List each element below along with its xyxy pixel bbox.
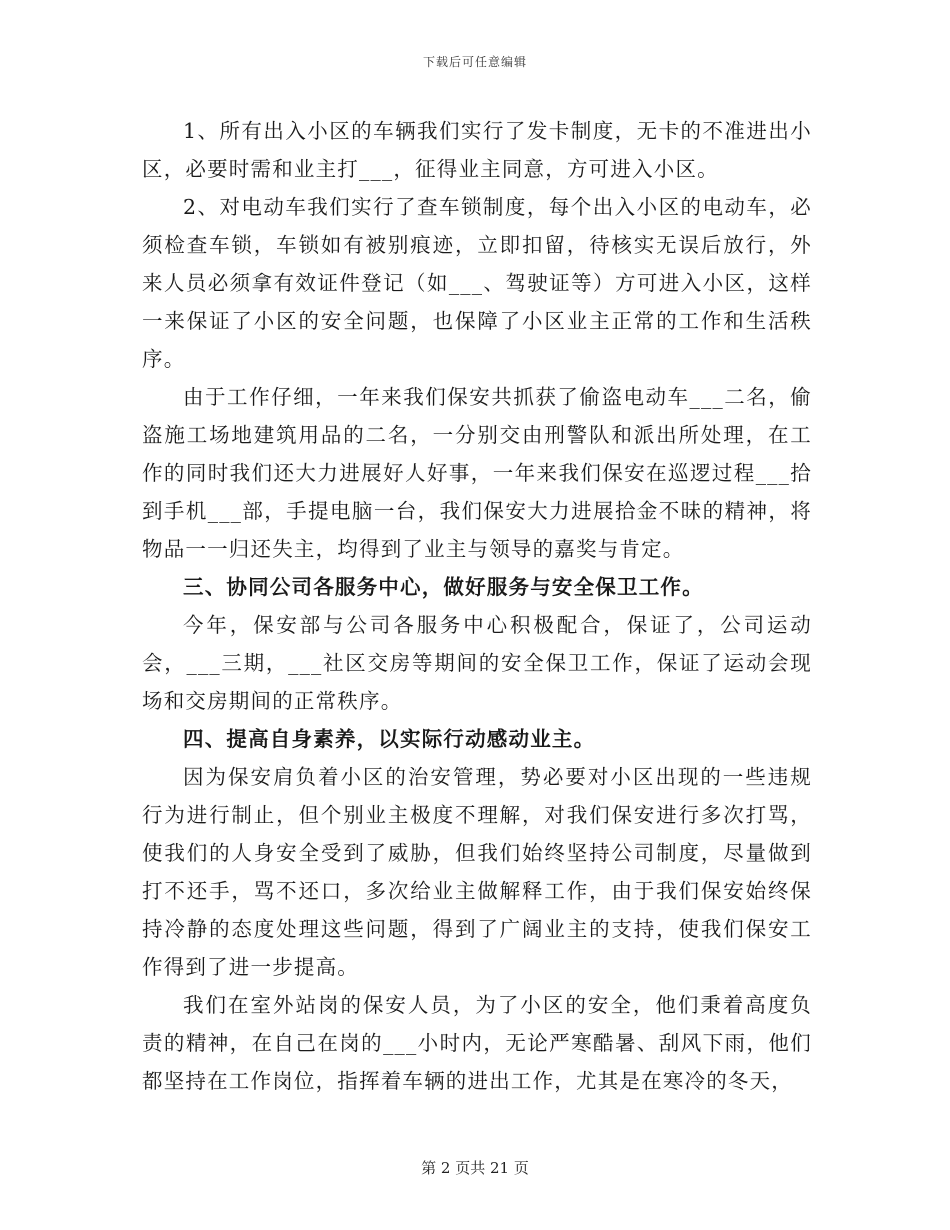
paragraph-self-discipline: 因为保安肩负着小区的治安管理，势必要对小区出现的一些违规行为进行制止，但个别业主极度不理解，对我们保安进行多次打骂，使我们的人身安全受到了威胁，但我们始终坚持公司制度，尽量做到打不还手，骂不还口，多次给业主做解释工作，由于我们保安始终保持冷静的态度处理这些问题，得到了广阔业主的支持，使我们保安工作得到了进一步提高。 (142, 765, 812, 979)
section-heading-4: 四、提高自身素养，以实际行动感动业主。 (183, 727, 596, 751)
section-heading-3: 三、协同公司各服务中心，做好服务与安全保卫工作。 (183, 575, 704, 599)
paragraph-outdoor-guards: 我们在室外站岗的保安人员，为了小区的安全，他们秉着高度负责的精神，在自己在岗的___小时内，无论严寒酷暑、刮风下雨，他们都坚持在工作岗位，指挥着车辆的进出工作，尤其是在寒冷的冬天， (142, 993, 812, 1093)
paragraph-vehicle-card-policy: 1、所有出入小区的车辆我们实行了发卡制度，无卡的不准进出小区，必要时需和业主打___，征得业主同意，方可进入小区。 (142, 119, 812, 181)
paragraph-theft-cases: 由于工作仔细，一年来我们保安共抓获了偷盗电动车___二名，偷盗施工场地建筑用品的二名，一分别交由刑警队和派出所处理，在工作的同时我们还大力进展好人好事，一年来我们保安在巡逻过程___拾到手机___部，手提电脑一台，我们保安大力进展拾金不昧的精神，将物品一一归还失主，均得到了业主与领导的嘉奖与肯定。 (142, 385, 812, 561)
page-header: 下载后可任意编辑 (422, 55, 527, 69)
document-body (142, 112, 812, 1100)
page-number-footer: 第 2 页共 21 页 (421, 1159, 529, 1177)
paragraph-cooperation: 今年，保安部与公司各服务中心积极配合，保证了，公司运动会，___三期，___社区交房等期间的安全保卫工作，保证了运动会现场和交房期间的正常秩序。 (142, 613, 812, 713)
paragraph-ebike-lock-policy: 2、对电动车我们实行了查车锁制度，每个出入小区的电动车，必须检查车锁，车锁如有被别痕迹，立即扣留，待核实无误后放行，外来人员必须拿有效证件登记（如___、驾驶证等）方可进入小区，这样一来保证了小区的安全问题，也保障了小区业主正常的工作和生活秩序。 (142, 195, 812, 371)
